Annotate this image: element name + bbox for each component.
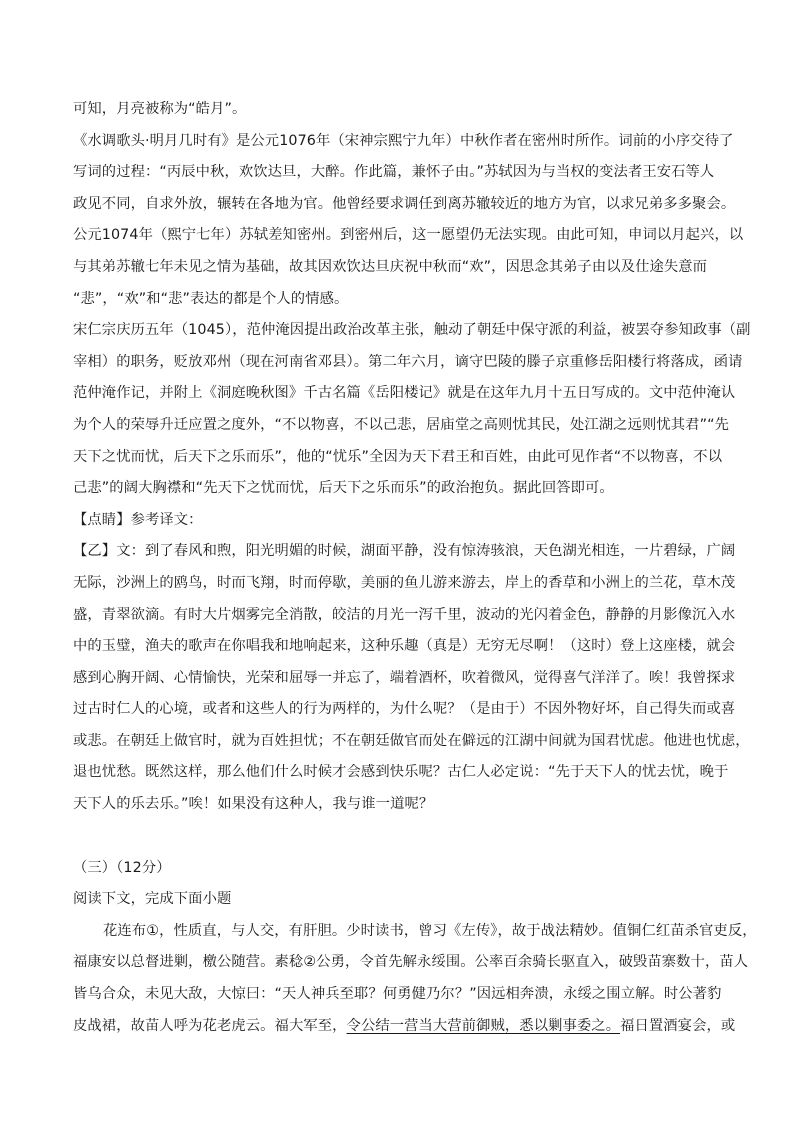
text-line: 过古时仁人的心境，或者和这些人的行为两样的，为什么呢？（是由于）不因外物好坏，自己得失而或喜: [73, 701, 736, 718]
document-body: [73, 94, 757, 1042]
text-line: 宋仁宗庆历五年（1045），范仲淹因提出政治改革主张，触动了朝廷中保守派的利益，被罢夺参知政事（副: [73, 322, 751, 339]
underlined-sentence: 令公结一营当大营前御贼，悉以剿事委之。: [346, 1017, 621, 1034]
text-line: 中的玉璧，渔夫的歌声在你唱我和地响起来，这种乐趣（真是）无穷无尽啊！（这时）登上这座楼，就会: [73, 638, 736, 655]
text-line: 宰相）的职务，贬放邓州（现在河南省邓县）。第二年六月，谪守巴陵的滕子京重修岳阳楼行将落成，函请: [73, 353, 743, 370]
text-line: 【乙】文：到了春风和煦，阳光明媚的时候，湖面平静，没有惊涛骇浪，天色湖光相连，一片碧绿，广阔: [73, 543, 736, 560]
text-line: 感到心胸开阔、心情愉快，光荣和屈辱一并忘了，端着酒杯，吹着微风，觉得喜气洋洋了。唉！我曾探求: [73, 669, 736, 686]
text-line: “悲”，“欢”和“悲”表达的都是个人的情感。: [73, 290, 349, 307]
text-line: 《水调歌头·明月几时有》是公元1076年（宋神宗熙宁九年）中秋作者在密州时所作。词前的小序交待了: [73, 132, 734, 149]
text-line: 或悲。在朝廷上做官时，就为百姓担忧；不在朝廷做官而处在僻远的江湖中间就为国君忧虑。他进也忧虑，: [73, 732, 750, 749]
text-line: 可知，月亮被称为“皓月”。: [73, 101, 247, 117]
text-line: 无际，沙洲上的鸥鸟，时而飞翔，时而停歇，美丽的鱼儿游来游去，岸上的香草和小洲上的兰花，草木茂: [73, 574, 736, 591]
text-line: 范仲淹作记，并附上《洞庭晚秋图》千古名篇《岳阳楼记》就是在这年九月十五日写成的。文中范仲淹认: [73, 385, 736, 402]
passage-line: 福康安以总督进剿，檄公随营。素稔②公勇，令首先解永绥围。公率百余骑长驱直入，破毁苗寨数十，苗人: [73, 954, 749, 971]
passage-line: [73, 1011, 736, 1043]
text-line: 与其弟苏辙七年未见之情为基础，故其因欢饮达旦庆祝中秋而“欢”，因思念其弟子由以及仕途失意而: [73, 258, 708, 275]
reading-instruction: 阅读下文，完成下面小题: [73, 891, 232, 908]
text-line: 为个人的荣辱升迁应置之度外，“不以物喜，不以己悲，居庙堂之高则忧其民，处江湖之远则忧其君”“先: [73, 416, 729, 433]
text-line: 盛，青翠欲滴。有时大片烟雾完全消散，皎洁的月光一泻千里，波动的光闪着金色，静静的月影像沉入水: [73, 606, 736, 623]
text-line: 【点睛】参考译文：: [73, 511, 203, 528]
text-line: 写词的过程：“丙辰中秋，欢饮达旦，大醉。作此篇，兼怀子由。”苏轼因为与当权的变法者王安石等人: [73, 164, 715, 181]
text-line: 天下人的乐去乐。”唉！如果没有这种人，我与谁一道呢？: [73, 796, 434, 813]
text-line: 公元1074年（熙宁七年）苏轼差知密州。到密州后，这一愿望仍无法实现。由此可知，申词以月起兴，以: [73, 227, 744, 244]
text-line: 政见不同，自求外放，辗转在各地为官。他曾经要求调任到离苏辙较近的地方为官，以求兄弟多多聚会。: [73, 195, 736, 212]
passage-text: 福日置酒宴会，或: [620, 1017, 736, 1034]
paragraph-gap: [73, 821, 721, 853]
text-line: 己悲”的阔大胸襟和“先天下之忧而忧，后天下之乐而乐”的政治抱负。据此回答即可。: [73, 480, 614, 497]
passage-line: 皆乌合众，未见大敌，大惊曰：“天人神兵至耶？何勇健乃尔？”因远相奔溃，永绥之围立解。时公著豹: [73, 986, 722, 1003]
text-line: 天下之忧而忧，后天下之乐而乐”，他的“忧乐”全因为天下君王和百姓，由此可见作者“不以物喜，不以: [73, 448, 723, 465]
passage-text: 皮战裙，故苗人呼为花老虎云。福大军至，: [73, 1017, 347, 1034]
text-line: 退也忧愁。既然这样，那么他们什么时候才会感到快乐呢？古仁人必定说：“先于天下人的忧去忧，晚于: [73, 764, 729, 781]
passage-line: 花连布①，性质直，与人交，有肝胆。少时读书，曾习《左传》，故于战法精妙。值铜仁红苗杀官吏反，: [103, 922, 757, 939]
section-title: （三）（12分）: [73, 859, 171, 876]
